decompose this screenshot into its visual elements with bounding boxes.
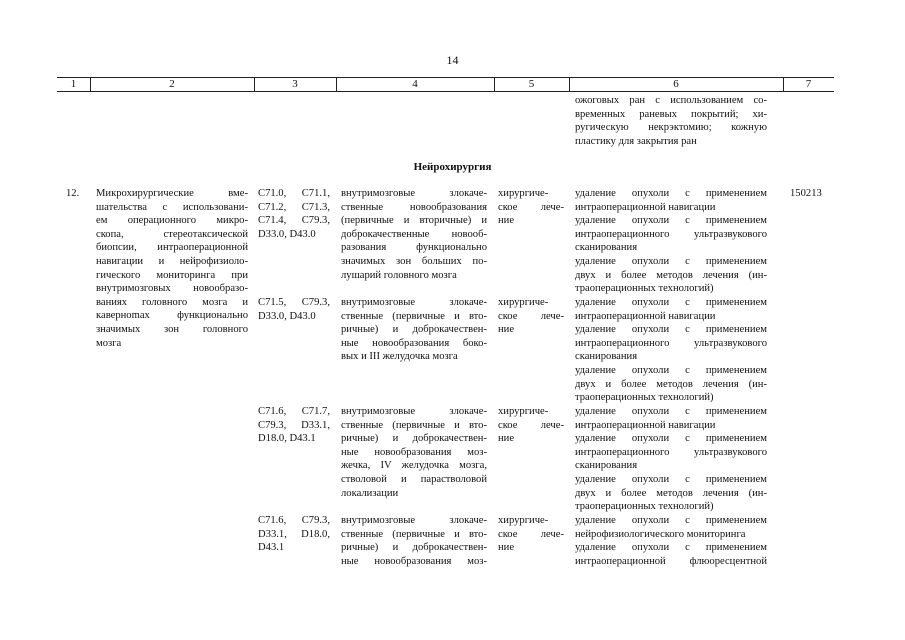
text-line: пластику для закрытия ран — [575, 135, 697, 147]
text-line: (первичные и вторичные) и — [341, 215, 487, 227]
text-line: ние — [498, 433, 515, 445]
text-line: удаление опухоли с применением — [575, 255, 767, 267]
header-col-7: 7 — [805, 78, 812, 90]
text-line: D33.0, D43.0 — [258, 310, 316, 322]
row-name — [96, 187, 248, 350]
row-number: 12. — [66, 188, 80, 199]
text-line: удаление опухоли с применением — [575, 324, 767, 336]
text-line: ные новообразования моз- — [341, 446, 487, 458]
text-line: биопсии, интраоперационной — [96, 242, 248, 254]
text-line: ричные) и доброкачествен- — [341, 324, 487, 336]
text-line: удаление опухоли с применением — [575, 364, 767, 376]
text-line: ское лече- — [498, 528, 564, 540]
text-line: D33.1, D18.0, — [258, 528, 330, 540]
header-col-2: 2 — [169, 78, 175, 90]
text-line: C71.6, C79.3, — [258, 515, 330, 526]
row-code: 150213 — [790, 188, 822, 199]
treatment-type — [498, 296, 564, 337]
text-line: сканирования — [575, 460, 638, 472]
text-line: C71.0, C71.1, — [258, 188, 330, 199]
text-line: стволовой и парастволовой — [341, 473, 487, 485]
text-line: внутримозговых новообразо- — [96, 283, 248, 295]
icd-codes — [258, 514, 330, 555]
text-line: значимых зон больших по- — [341, 255, 487, 267]
text-line: хирургиче- — [498, 297, 549, 308]
text-line: доброкачественные новооб- — [341, 228, 487, 240]
header-col-5: 5 — [528, 78, 535, 90]
text-line: ричные) и доброкачествен- — [341, 542, 487, 554]
text-line: ское лече- — [498, 201, 564, 213]
diagnosis — [341, 296, 487, 364]
text-line: удаление опухоли с применением — [575, 188, 767, 199]
text-line: внутримозговые злокаче- — [341, 297, 487, 308]
diagnosis — [341, 514, 487, 568]
text-line: ние — [498, 542, 515, 554]
text-line: интраоперационного ультразвукового — [575, 446, 767, 458]
text-line: интраоперационной навигации — [575, 419, 716, 431]
treatment-type — [498, 405, 564, 446]
text-line: удаление опухоли с применением — [575, 515, 767, 526]
icd-codes — [258, 187, 330, 241]
diagnosis — [341, 405, 487, 500]
section-title: Нейрохирургия — [413, 161, 492, 173]
text-line: сканирования — [575, 242, 638, 254]
text-line: Микрохирургические вме- — [96, 188, 248, 199]
treatment-type — [498, 187, 564, 228]
text-line: ское лече- — [498, 310, 564, 322]
text-line: D43.1 — [258, 542, 285, 554]
header-col-6: 6 — [673, 78, 679, 90]
header-col-4: 4 — [412, 78, 418, 90]
text-line: ственные (первичные и вто- — [341, 419, 487, 431]
text-line: сканирования — [575, 351, 638, 363]
continuation-methods — [575, 94, 767, 148]
header-col-3: 3 — [292, 78, 298, 90]
text-line: ское лече- — [498, 419, 564, 431]
text-line: ем операционного микро- — [96, 215, 248, 227]
text-line: лушарий головного мозга — [341, 269, 457, 281]
text-line: D33.0, D43.0 — [258, 228, 316, 240]
text-line: внутримозговые злокаче- — [341, 188, 487, 199]
text-line: разования функционально — [341, 242, 487, 254]
text-line: хирургиче- — [498, 515, 549, 526]
text-line: траоперационных технологий) — [575, 283, 714, 295]
text-line: шательства с использовани- — [96, 201, 248, 213]
text-line: интраоперационной навигации — [575, 310, 716, 322]
page-number: 14 — [446, 53, 459, 67]
text-line: C71.6, C71.7, — [258, 406, 330, 417]
text-line: навигации и нейрофизиоло- — [96, 255, 248, 267]
text-line: D18.0, D43.1 — [258, 433, 316, 445]
text-line: удаление опухоли с применением — [575, 473, 767, 485]
text-line: внутримозговые злокаче- — [341, 515, 487, 526]
text-line: хирургиче- — [498, 406, 549, 417]
text-line: удаление опухоли с применением — [575, 433, 767, 445]
text-line: интраоперационного ультразвукового — [575, 228, 767, 240]
text-line: удаление опухоли с применением — [575, 542, 767, 554]
text-line: траоперационных технологий) — [575, 392, 714, 404]
text-line: удаление опухоли с применением — [575, 215, 767, 227]
text-line: двух и более методов лечения (ин- — [575, 487, 767, 499]
treatment-type — [498, 514, 564, 555]
text-line: ричные) и доброкачествен- — [341, 433, 487, 445]
text-line: двух и более методов лечения (ин- — [575, 269, 767, 281]
text-line: мозга — [96, 337, 122, 349]
text-line: временных раневых покрытий; хи- — [575, 108, 767, 120]
text-line: C71.5, C79.3, — [258, 297, 330, 308]
header-col-1: 1 — [70, 78, 77, 90]
text-line: ственные (первичные и вто- — [341, 310, 487, 322]
treatment-methods — [575, 514, 767, 568]
text-line: удаление опухоли с применением — [575, 297, 767, 308]
text-line: интраоперационного ультразвукового — [575, 337, 767, 349]
text-line: внутримозговые злокаче- — [341, 406, 487, 417]
text-line: гического мониторинга при — [96, 269, 248, 281]
treatment-methods — [575, 405, 767, 514]
icd-codes — [258, 296, 330, 323]
text-line: локализации — [341, 487, 399, 499]
icd-codes — [258, 405, 330, 446]
text-line: ние — [498, 215, 515, 227]
treatment-methods — [575, 187, 767, 296]
text-line: ные новообразования моз- — [341, 555, 487, 567]
text-line: траоперационных технологий) — [575, 501, 714, 513]
text-line: значимых зон головного — [96, 323, 248, 335]
text-line: скопа, стереотаксической — [96, 228, 248, 240]
text-line: ожоговых ран с использованием со- — [575, 95, 767, 106]
text-line: ственные (первичные и вто- — [341, 528, 487, 540]
text-line: хирургиче- — [498, 188, 549, 199]
text-line: C79.3, D33.1, — [258, 419, 330, 431]
text-line: удаление опухоли с применением — [575, 406, 767, 417]
text-line: интраоперационной навигации — [575, 201, 716, 213]
text-line: ваниях головного мозга и — [96, 296, 248, 308]
text-line: ругическую некрэктомию; кожную — [575, 122, 767, 134]
text-line: ние — [498, 324, 515, 336]
text-line: интраоперационной флюоресцентной — [575, 555, 767, 567]
text-line: кавернomах функционально — [96, 310, 248, 322]
text-line: нейрофизиологического мониторинга — [575, 528, 746, 540]
text-line: ственные новообразования — [341, 201, 487, 213]
text-line: ные новообразования боко- — [341, 337, 487, 349]
text-line: двух и более методов лечения (ин- — [575, 378, 767, 390]
text-line: C71.2, C71.3, — [258, 201, 330, 213]
treatment-methods — [575, 296, 767, 405]
text-line: вых и III желудочка мозга — [341, 351, 458, 363]
text-line: жечка, IV желудочка мозга, — [341, 460, 487, 472]
diagnosis — [341, 187, 487, 282]
text-line: C71.4, C79.3, — [258, 215, 330, 227]
